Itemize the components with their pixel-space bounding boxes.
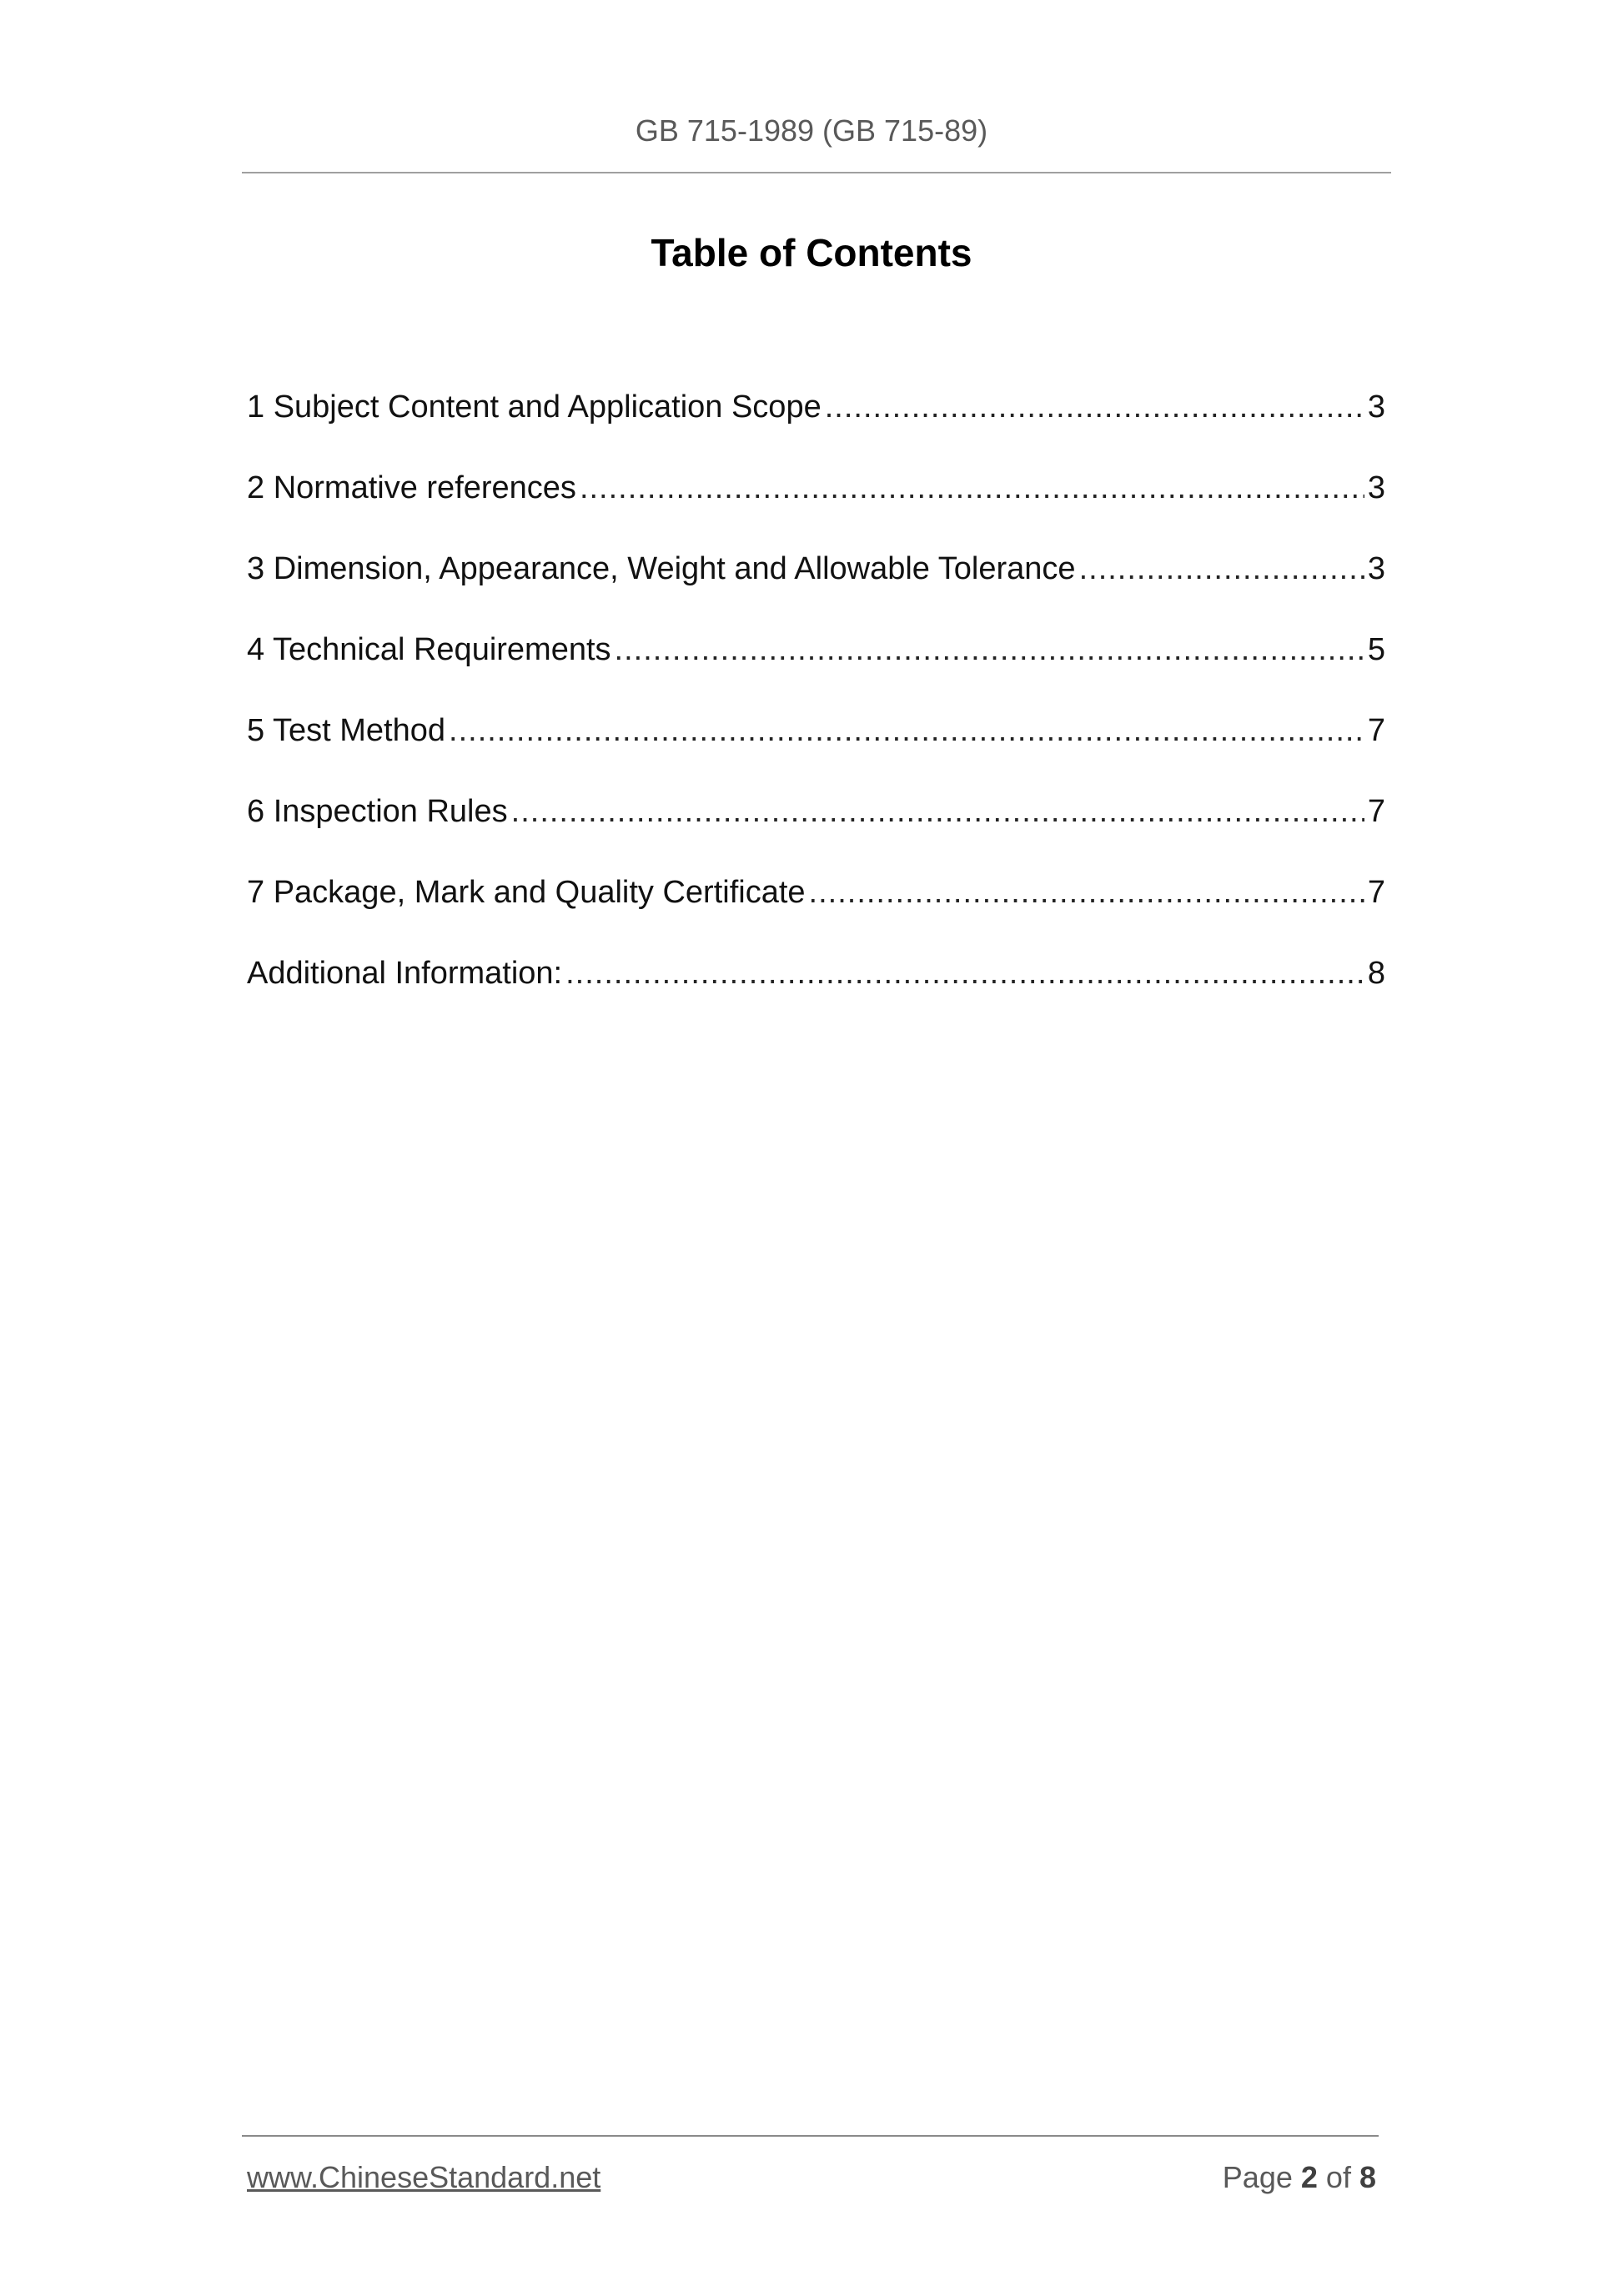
toc-entry[interactable]	[247, 706, 1385, 786]
running-header: GB 715-1989 (GB 715-89)	[635, 113, 988, 148]
toc-dot-leader	[511, 786, 1364, 837]
toc-entry-label: 5 Test Method	[247, 713, 446, 748]
toc-entry-page: 5	[1367, 632, 1385, 667]
toc-entry[interactable]	[247, 625, 1385, 706]
footer-divider	[242, 2135, 1379, 2137]
toc-dot-leader	[565, 948, 1364, 998]
toc-entry[interactable]	[247, 463, 1385, 544]
page-separator: of	[1325, 2160, 1351, 2194]
page-prefix: Page	[1222, 2160, 1293, 2194]
total-pages: 8	[1359, 2160, 1376, 2194]
toc-entry-label: 7 Package, Mark and Quality Certificate	[247, 875, 806, 910]
toc-dot-leader	[580, 463, 1364, 513]
toc-entry-page: 8	[1367, 956, 1385, 991]
toc-entry[interactable]	[247, 544, 1385, 625]
website-link[interactable]: www.ChineseStandard.net	[247, 2160, 601, 2194]
toc-dot-leader	[825, 382, 1364, 432]
page-title: Table of Contents	[651, 231, 972, 274]
header-divider	[242, 172, 1391, 173]
toc-entry-page: 3	[1367, 470, 1385, 505]
toc-entry-page: 7	[1367, 713, 1385, 748]
toc-entry-page: 7	[1367, 794, 1385, 829]
toc-entry[interactable]	[247, 786, 1385, 867]
toc-entry-label: 1 Subject Content and Application Scope	[247, 389, 822, 425]
toc-entry-page: 3	[1367, 551, 1385, 586]
toc-entry-label: Additional Information:	[247, 956, 563, 991]
toc-dot-leader	[809, 867, 1364, 917]
toc-dot-leader	[615, 625, 1364, 675]
toc-entry-label: 3 Dimension, Appearance, Weight and Allowable Tolerance	[247, 551, 1076, 586]
toc-dot-leader	[449, 706, 1364, 756]
toc-entry-page: 7	[1367, 875, 1385, 910]
page-number	[1223, 2160, 1376, 2195]
toc-entry[interactable]	[247, 382, 1385, 463]
toc-entry-label: 2 Normative references	[247, 470, 576, 505]
toc-list	[247, 382, 1385, 1029]
toc-dot-leader	[1079, 544, 1364, 594]
current-page: 2	[1300, 2160, 1318, 2194]
toc-entry-label: 4 Technical Requirements	[247, 632, 611, 667]
toc-entry[interactable]	[247, 948, 1385, 1029]
toc-entry-label: 6 Inspection Rules	[247, 794, 508, 829]
toc-entry-page: 3	[1367, 389, 1385, 425]
toc-entry[interactable]	[247, 867, 1385, 948]
